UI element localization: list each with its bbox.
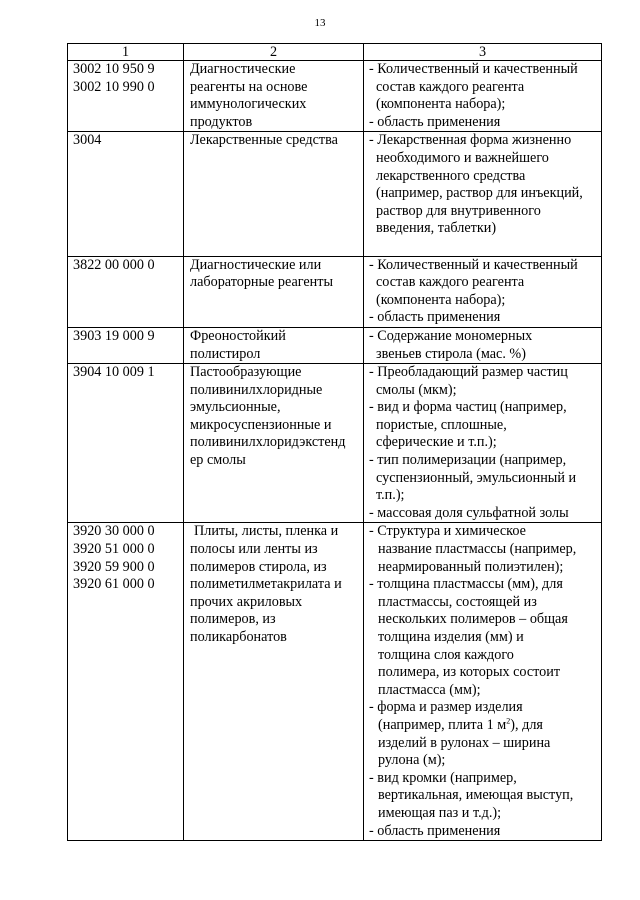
table-row <box>68 132 602 256</box>
table-row <box>68 523 602 841</box>
requirement-line: - область применения <box>369 309 501 326</box>
product-name-line: полимеров стирола, из <box>190 558 327 575</box>
product-name-line: Фреоностойкий <box>190 327 286 344</box>
hs-code-cell <box>68 364 184 523</box>
requirement-line: - массовая доля сульфатной золы <box>369 504 569 521</box>
hs-code: 3904 10 009 1 <box>73 364 155 381</box>
requirement-line: - толщина пластмассы (мм), для <box>369 576 563 593</box>
product-name-line: Диагностические или <box>190 256 322 273</box>
requirement-line: т.п.); <box>376 487 405 504</box>
product-name-line: полиметилметакрилата и <box>190 576 342 593</box>
product-name-line: прочих акриловых <box>190 593 303 610</box>
requirement-line: - Количественный и качественный <box>369 61 578 77</box>
table-row <box>68 364 602 523</box>
requirement-line: (компонента набора); <box>376 96 506 113</box>
requirements-cell <box>364 256 602 327</box>
table-row <box>68 61 602 132</box>
product-name-line: эмульсионные, <box>190 399 281 416</box>
hs-code-cell <box>68 132 184 256</box>
hs-code: 3822 00 000 0 <box>73 256 155 273</box>
product-name-line: иммунологических <box>190 96 307 113</box>
requirement-line: - Содержание мономерных <box>369 327 533 344</box>
hs-code-cell <box>68 256 184 327</box>
area-suffix: ), для <box>510 716 543 733</box>
requirement-line: смолы (мкм); <box>376 381 457 398</box>
requirement-line: - область применения <box>369 113 501 130</box>
table-row <box>68 327 602 363</box>
hs-code: 3004 <box>73 132 102 149</box>
requirements-cell <box>364 61 602 132</box>
product-name-cell <box>184 364 364 523</box>
requirement-line: лекарственного средства <box>376 167 526 184</box>
requirement-line: - Количественный и качественный <box>369 256 578 273</box>
hs-code-cell <box>68 327 184 363</box>
requirement-line: пластмасса (мм); <box>378 681 481 698</box>
requirements-cell <box>364 364 602 523</box>
product-name-line: полосы или ленты из <box>190 541 318 558</box>
requirement-line: звеньев стирола (мас. %) <box>376 345 526 362</box>
requirement-line: название пластмассы (например, <box>378 541 577 558</box>
requirement-line: (компонента набора); <box>376 291 506 308</box>
hs-code: 3920 51 000 0 <box>73 541 155 558</box>
requirement-line: изделий в рулонах – ширина <box>378 734 551 751</box>
requirement-line: (например, раствор для инъекций, <box>376 185 583 202</box>
requirement-line <box>369 717 598 735</box>
requirements-cell <box>364 132 602 256</box>
requirement-line: суспензионный, эмульсионный и <box>376 469 577 486</box>
requirement-line: толщина слоя каждого <box>378 646 514 663</box>
requirement-line: состав каждого реагента <box>376 78 525 95</box>
requirement-line: состав каждого реагента <box>376 274 525 291</box>
requirement-line: введения, таблетки) <box>376 220 497 237</box>
hs-code-cell <box>68 61 184 132</box>
requirement-line: - Лекарственная форма жизненно <box>369 132 572 149</box>
page-number: 13 <box>314 17 326 29</box>
product-name-cell <box>184 256 364 327</box>
product-name-line: поливинилхлоридэкстенд <box>190 434 346 451</box>
requirement-line: раствор для внутривенного <box>376 202 541 219</box>
requirement-line: сферические и т.п.); <box>376 434 497 451</box>
requirement-line: - Структура и химическое <box>369 523 526 540</box>
product-name-line: продуктов <box>190 113 253 130</box>
product-name-line: лабораторные реагенты <box>190 274 333 291</box>
hs-code: 3002 10 950 9 <box>73 61 155 77</box>
table-header-row <box>68 44 602 61</box>
requirement-line: вертикальная, имеющая выступ, <box>378 787 574 804</box>
product-name-line: ер смолы <box>190 452 246 469</box>
product-name-line: полистирол <box>190 345 261 362</box>
requirement-line: - область применения <box>369 822 501 839</box>
hs-code-cell <box>68 523 184 841</box>
hs-code: 3920 30 000 0 <box>73 523 155 540</box>
product-name-line: поливинилхлоридные <box>190 381 323 398</box>
requirement-line: - тип полимеризации (например, <box>369 452 567 469</box>
hs-code: 3920 59 900 0 <box>73 558 155 575</box>
product-name-line: реагенты на основе <box>190 78 308 95</box>
table-row <box>68 256 602 327</box>
product-name-line: Лекарственные средства <box>190 132 338 149</box>
product-name-line: микросуспензионные и <box>190 416 332 433</box>
requirement-line: - форма и размер изделия <box>369 699 523 716</box>
product-name-line: полимеров, из <box>190 611 276 628</box>
requirement-line: толщина изделия (мм) и <box>378 629 524 645</box>
requirement-line: неармированный полиэтилен); <box>378 558 564 575</box>
area-superscript: 2 <box>506 716 511 726</box>
requirement-line: рулона (м); <box>378 752 446 769</box>
product-name-cell <box>184 132 364 256</box>
hs-code: 3002 10 990 0 <box>73 78 155 95</box>
requirement-line: - Преобладающий размер частиц <box>369 364 568 381</box>
requirement-line: - вид и форма частиц (например, <box>369 399 567 416</box>
product-name-cell <box>184 327 364 363</box>
blank-line <box>369 238 598 256</box>
requirements-cell <box>364 523 602 841</box>
product-name-line: Пастообразующие <box>190 364 302 381</box>
product-name-line: Плиты, листы, пленка и <box>194 523 339 540</box>
requirement-line: нескольких полимеров – общая <box>378 611 568 628</box>
hs-code: 3920 61 000 0 <box>73 576 155 593</box>
product-name-line: Диагностические <box>190 61 296 77</box>
requirement-line: полимера, из которых состоит <box>378 664 561 681</box>
area-unit-text: (например, плита 1 м <box>378 716 507 733</box>
product-name-cell <box>184 61 364 132</box>
column-header-2: 2 <box>184 44 364 61</box>
column-header-3: 3 <box>364 44 602 61</box>
requirement-line: пластмассы, состоящей из <box>378 593 537 610</box>
requirements-cell <box>364 327 602 363</box>
product-name-line: поликарбонатов <box>190 629 287 645</box>
requirement-line: необходимого и важнейшего <box>376 149 549 166</box>
classification-table <box>67 43 602 841</box>
column-header-1: 1 <box>68 44 184 61</box>
product-name-cell <box>184 523 364 841</box>
requirement-line: имеющая паз и т.д.); <box>378 804 502 821</box>
hs-code: 3903 19 000 9 <box>73 327 155 344</box>
requirement-line: пористые, сплошные, <box>376 416 507 433</box>
requirement-line: - вид кромки (например, <box>369 769 517 786</box>
